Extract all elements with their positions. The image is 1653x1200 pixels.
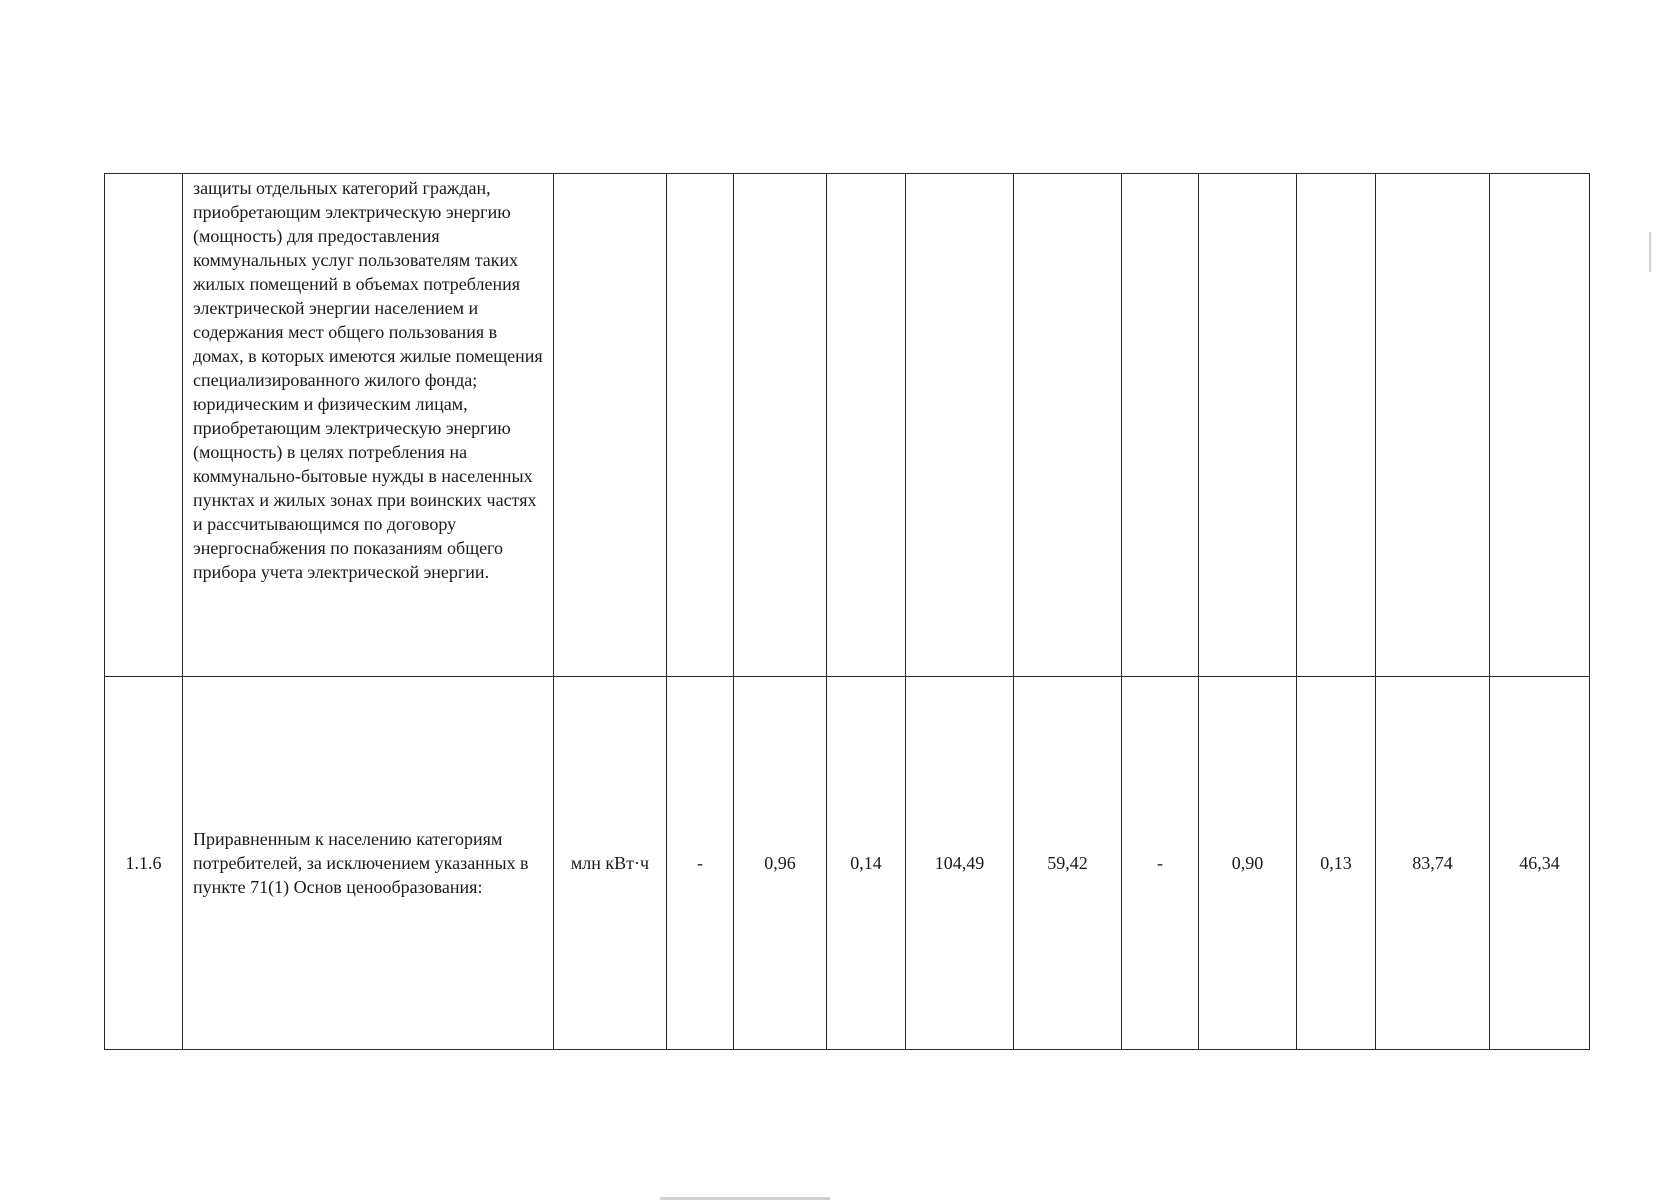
value-cell (667, 174, 734, 677)
row-number: 1.1.6 (105, 677, 183, 1050)
value-cell (1014, 174, 1122, 677)
table-row (105, 677, 1590, 1050)
value-cell: 46,34 (1490, 677, 1590, 1050)
value-cell: 0,14 (827, 677, 906, 1050)
tariff-table (104, 173, 1590, 1050)
value-cell: - (667, 677, 734, 1050)
scan-edge-mark (1649, 232, 1651, 272)
row-description: Приравненным к населению категориям потребителей, за исключением указанных в пункте 71(1) Основ ценообразования: (183, 677, 554, 1050)
row-unit: млн кВт·ч (554, 677, 667, 1050)
value-cell (906, 174, 1014, 677)
value-cell: 59,42 (1014, 677, 1122, 1050)
value-cell (827, 174, 906, 677)
table-row (105, 174, 1590, 677)
value-cell (1122, 174, 1199, 677)
value-cell: 0,13 (1297, 677, 1376, 1050)
value-cell (1199, 174, 1297, 677)
row-unit (554, 174, 667, 677)
value-cell (1297, 174, 1376, 677)
value-cell (1490, 174, 1590, 677)
value-cell: 83,74 (1376, 677, 1490, 1050)
value-cell: 0,96 (734, 677, 827, 1050)
value-cell (734, 174, 827, 677)
value-cell (1376, 174, 1490, 677)
row-number (105, 174, 183, 677)
value-cell: - (1122, 677, 1199, 1050)
value-cell: 104,49 (906, 677, 1014, 1050)
value-cell: 0,90 (1199, 677, 1297, 1050)
row-description: защиты отдельных категорий граждан, приобретающим электрическую энергию (мощность) для предоставления коммунальных услуг пользователям таких жилых помещений в объемах потребления электрической энергии населением и содержания мест общего пользования в домах, в которых имеются жилые помещения специализированного жилого фонда; юридическим и физическим лицам, приобретающим электрическую энергию (мощность) в целях потребления на коммунально-бытовые нужды в населенных пунктах и жилых зонах при воинских частях и рассчитывающимся по договору энергоснабжения по показаниям общего прибора учета электрической энергии. (183, 174, 554, 677)
